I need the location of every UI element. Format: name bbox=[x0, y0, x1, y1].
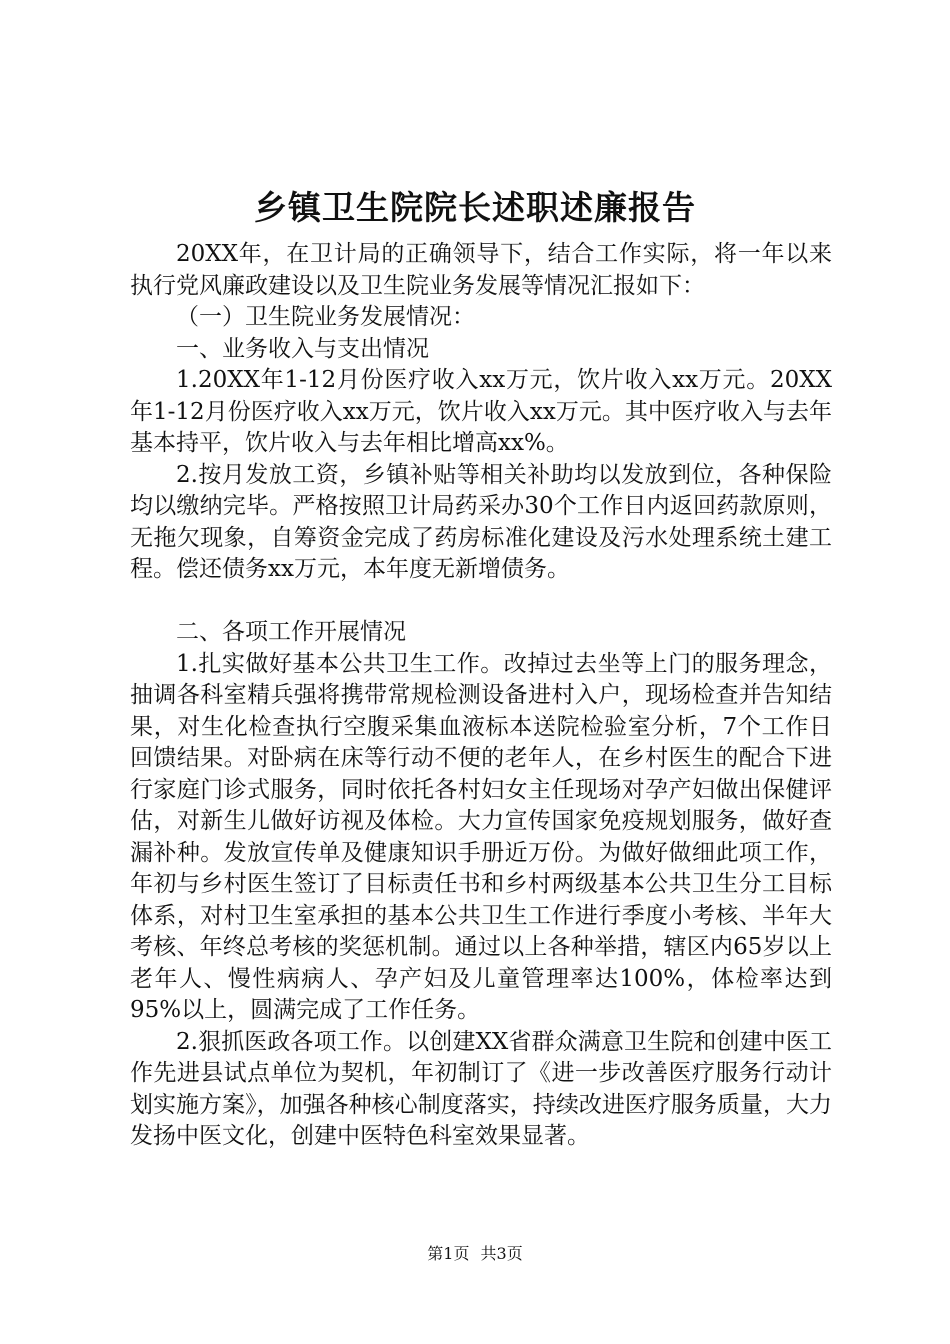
subsection-heading-income: 一、业务收入与支出情况 bbox=[176, 335, 429, 362]
paragraph-intro: 20XX年，在卫计局的正确领导下，结合工作实际，将一年以来执行党风廉政建设以及卫生院业务发展等情况汇报如下： bbox=[130, 241, 832, 299]
subsection-heading-work: 二、各项工作开展情况 bbox=[176, 619, 406, 645]
section-heading-business: （一）卫生院业务发展情况： bbox=[176, 304, 475, 330]
paragraph-salary: 2.按月发放工资，乡镇补贴等相关补助均以发放到位，各种保险均以缴纳完毕。严格按照卫计局药采办30个工作日内返回药款原则，无拖欠现象，自筹资金完成了药房标准化建设及污水处理系统土建工程。偿还债务xx万元，本年度无新增债务。 bbox=[130, 461, 832, 582]
paragraph-medical-admin: 2.狠抓医政各项工作。以创建XX省群众满意卫生院和创建中医工作先进县试点单位为契机，年初制订了《进一步改善医疗服务行动计划实施方案》，加强各种核心制度落实，持续改进医疗服务质量，大力发扬中医文化，创建中医特色科室效果显著。 bbox=[130, 1028, 832, 1149]
document-title: 乡镇卫生院院长述职述廉报告 bbox=[254, 188, 696, 227]
page-number-current: 第1页 bbox=[427, 1244, 470, 1263]
paragraph-public-health: 1.扎实做好基本公共卫生工作。改掉过去坐等上门的服务理念，抽调各科室精兵强将携带常规检测设备进村入户，现场检查并告知结果，对生化检查执行空腹采集血液标本送院检验室分析，7个工作日回馈结果。对卧病在床等行动不便的老年人，在乡村医生的配合下进行家庭门诊式服务，同时依托各村妇女主任现场对孕产妇做出保健评估，对新生儿做好访视及体检。大力宣传国家免疫规划服务，做好查漏补种。发放宣传单及健康知识手册近万份。为做好做细此项工作，年初与乡村医生签订了目标责任书和乡村两级基本公共卫生分工目标体系，对村卫生室承担的基本公共卫生工作进行季度小考核、半年大考核、年终总考核的奖惩机制。通过以上各种举措，辖区内65岁以上老年人、慢性病病人、孕产妇及儿童管理率达100%，体检率达到95%以上，圆满完成了工作任务。 bbox=[130, 650, 832, 1023]
page-footer bbox=[0, 1243, 950, 1265]
document-body bbox=[130, 239, 832, 1153]
page-number-total: 共3页 bbox=[480, 1244, 523, 1263]
paragraph-income: 1.20XX年1-12月份医疗收入xx万元，饮片收入xx万元。20XX年1-12月份医疗收入xx万元，饮片收入xx万元。其中医疗收入与去年基本持平，饮片收入与去年相比增高xx%。 bbox=[130, 367, 832, 456]
